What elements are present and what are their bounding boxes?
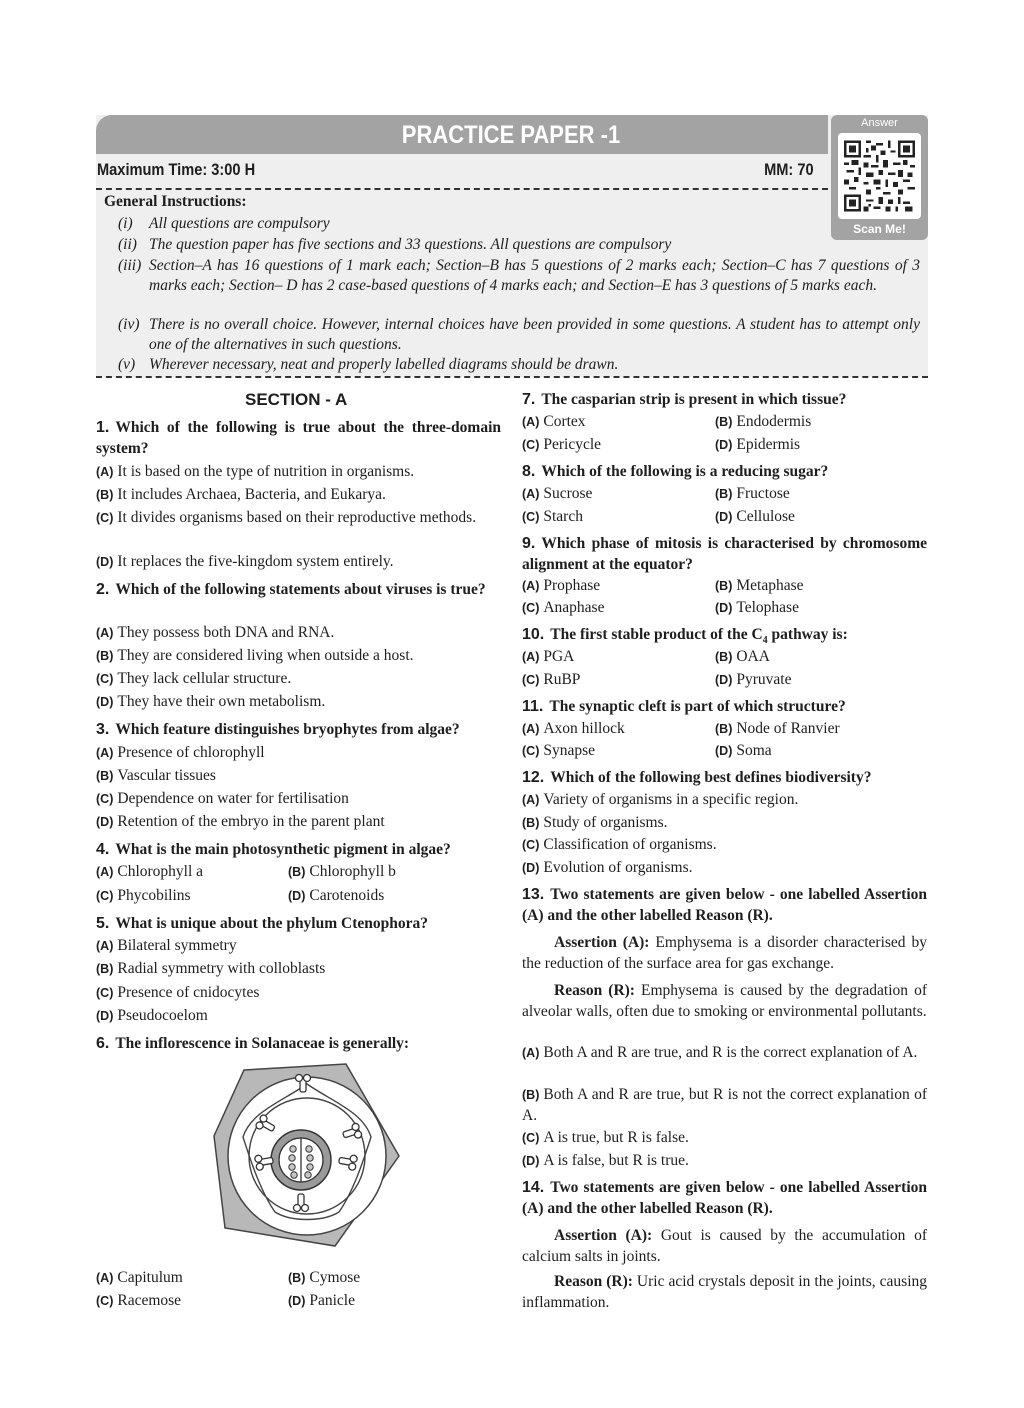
option[interactable] bbox=[522, 484, 712, 505]
question-text: What is the main photosynthetic pigment in algae? bbox=[115, 841, 451, 858]
option[interactable] bbox=[96, 812, 501, 833]
question-text: Which feature distinguishes bryophytes from algae? bbox=[115, 721, 460, 738]
question-number: 10. bbox=[522, 626, 545, 643]
option[interactable] bbox=[96, 1291, 286, 1312]
option[interactable] bbox=[288, 1291, 498, 1312]
option[interactable] bbox=[522, 858, 927, 879]
qr-code-icon[interactable] bbox=[838, 133, 921, 219]
option-label: (C) bbox=[522, 438, 540, 452]
option-label: (C) bbox=[522, 673, 540, 687]
question-4 bbox=[96, 840, 506, 861]
instruction-item bbox=[118, 256, 920, 295]
question-number: 14. bbox=[522, 1179, 545, 1196]
section-heading: SECTION - A bbox=[245, 390, 348, 409]
question-number: 4. bbox=[96, 841, 110, 858]
question-number: 9. bbox=[522, 535, 536, 552]
option-label: (A) bbox=[522, 722, 540, 736]
assertion-label: Assertion (A): bbox=[554, 1227, 653, 1244]
instruction-num: (v) bbox=[118, 356, 136, 373]
reason bbox=[522, 1272, 927, 1313]
floral-diagram bbox=[213, 1062, 401, 1252]
instruction-item bbox=[118, 235, 920, 255]
option-text: Metaphase bbox=[736, 577, 804, 594]
reason-label: Reason (R): bbox=[554, 1273, 633, 1290]
option-text: Endodermis bbox=[736, 413, 812, 430]
question-14 bbox=[522, 1178, 927, 1219]
option-label: (B) bbox=[96, 649, 114, 663]
option[interactable] bbox=[522, 507, 712, 528]
question-number: 7. bbox=[522, 391, 536, 408]
option-text: Variety of organisms in a specific region. bbox=[543, 791, 799, 808]
option[interactable] bbox=[288, 862, 498, 883]
option-label: (D) bbox=[96, 555, 114, 569]
option[interactable] bbox=[522, 813, 927, 834]
option-text: They possess both DNA and RNA. bbox=[117, 624, 335, 641]
option-text: It divides organisms based on their reproductive methods. bbox=[117, 509, 477, 526]
option[interactable] bbox=[288, 1268, 498, 1289]
instructions-heading: General Instructions: bbox=[104, 193, 247, 210]
question-7 bbox=[522, 390, 927, 411]
option-text: Evolution of organisms. bbox=[543, 859, 693, 876]
option-text: Starch bbox=[543, 508, 583, 525]
option[interactable] bbox=[96, 959, 501, 980]
reason-text: Emphysema is caused by the degradation of alveolar walls, often due to smoking or environmental pollutants. bbox=[522, 982, 928, 1020]
option-label: (D) bbox=[522, 1154, 540, 1168]
reason-text: Uric acid crystals deposit in the joints, causing inflammation. bbox=[522, 1273, 928, 1311]
option-text: Presence of cnidocytes bbox=[117, 984, 260, 1001]
option-text: Soma bbox=[736, 742, 772, 759]
instruction-text: The question paper has five sections and 33 questions. All questions are compulsory bbox=[149, 236, 672, 253]
option-label: (D) bbox=[96, 1009, 114, 1023]
option-label: (C) bbox=[96, 511, 114, 525]
option[interactable] bbox=[96, 508, 501, 529]
question-text: The inflorescence in Solanaceae is generally: bbox=[115, 1035, 410, 1052]
question-subscript: 4 bbox=[762, 635, 768, 647]
option-label: (A) bbox=[522, 579, 540, 593]
option[interactable] bbox=[96, 1006, 501, 1027]
option-text: It is based on the type of nutrition in organisms. bbox=[117, 463, 415, 480]
option-label: (D) bbox=[715, 438, 733, 452]
instruction-item bbox=[118, 355, 920, 375]
option-text: Dependence on water for fertilisation bbox=[117, 790, 349, 807]
instruction-text: Section–A has 16 questions of 1 mark each; Section–B has 5 questions of 2 marks each; Section–C has 7 questions of 3 marks each; Section– D has 2 case-based questions of 4 marks each; and Section–E has 3 questions of 5 marks each. bbox=[149, 257, 920, 294]
option-label: (C) bbox=[96, 672, 114, 686]
max-marks: MM: 70 bbox=[764, 160, 814, 179]
question-text: Which phase of mitosis is characterised by chromosome alignment at the equator? bbox=[522, 535, 927, 573]
option[interactable] bbox=[522, 412, 712, 433]
question-number: 1. bbox=[96, 419, 110, 436]
question-3 bbox=[96, 720, 506, 741]
question-text: Which of the following is a reducing sugar? bbox=[541, 463, 829, 480]
question-text: The synaptic cleft is part of which structure? bbox=[549, 698, 846, 715]
option-text: Epidermis bbox=[736, 436, 801, 453]
question-9 bbox=[522, 534, 927, 575]
option[interactable] bbox=[715, 719, 925, 740]
option[interactable] bbox=[522, 670, 712, 691]
option-text: Radial symmetry with colloblasts bbox=[117, 960, 326, 977]
option[interactable] bbox=[522, 435, 712, 456]
option[interactable] bbox=[96, 669, 501, 690]
option-label: (B) bbox=[715, 487, 733, 501]
option[interactable] bbox=[96, 983, 501, 1004]
option[interactable] bbox=[715, 507, 925, 528]
question-1 bbox=[96, 418, 501, 459]
instruction-text: Wherever necessary, neat and properly labelled diagrams should be drawn. bbox=[149, 356, 619, 373]
option[interactable] bbox=[715, 741, 925, 762]
option-text: They have their own metabolism. bbox=[117, 693, 326, 710]
option-text: Telophase bbox=[736, 599, 799, 616]
option-label: (D) bbox=[288, 1294, 306, 1308]
option[interactable] bbox=[715, 670, 925, 691]
option-text: Vascular tissues bbox=[117, 767, 216, 784]
option[interactable] bbox=[96, 789, 501, 810]
option-label: (D) bbox=[522, 861, 540, 875]
option-label: (B) bbox=[715, 722, 733, 736]
question-number: 3. bbox=[96, 721, 110, 738]
option-label: (B) bbox=[715, 579, 733, 593]
question-text-start: The first stable product of the C bbox=[550, 626, 763, 643]
option[interactable] bbox=[715, 647, 925, 668]
question-text: Which of the following is true about the three-domain system? bbox=[96, 419, 501, 457]
instruction-item bbox=[118, 214, 920, 234]
option[interactable] bbox=[715, 412, 925, 433]
option-label: (A) bbox=[96, 746, 114, 760]
qr-top-label: Answer bbox=[861, 117, 898, 129]
option[interactable] bbox=[96, 766, 501, 787]
option[interactable] bbox=[522, 576, 712, 597]
option[interactable] bbox=[715, 598, 925, 619]
option-text: Retention of the embryo in the parent plant bbox=[117, 813, 385, 830]
question-number: 13. bbox=[522, 886, 545, 903]
max-time: Maximum Time: 3:00 H bbox=[97, 160, 256, 179]
option-text: Racemose bbox=[117, 1292, 182, 1309]
option[interactable] bbox=[96, 692, 501, 713]
question-2 bbox=[96, 580, 501, 601]
question-13 bbox=[522, 885, 927, 926]
option-text: PGA bbox=[543, 648, 575, 665]
question-number: 6. bbox=[96, 1035, 110, 1052]
option-text: Cellulose bbox=[736, 508, 795, 525]
option[interactable] bbox=[96, 862, 286, 883]
option[interactable] bbox=[522, 1151, 927, 1172]
question-text: The casparian strip is present in which tissue? bbox=[541, 391, 847, 408]
option[interactable] bbox=[96, 936, 501, 957]
option[interactable] bbox=[96, 886, 286, 907]
option-label: (B) bbox=[288, 865, 306, 879]
divider bbox=[96, 376, 928, 378]
option-text: Chlorophyll a bbox=[117, 863, 204, 880]
option-label: (D) bbox=[715, 510, 733, 524]
question-number: 11. bbox=[522, 698, 544, 715]
question-number: 5. bbox=[96, 915, 110, 932]
option[interactable] bbox=[96, 552, 501, 573]
option[interactable] bbox=[715, 435, 925, 456]
option-text: Carotenoids bbox=[309, 887, 385, 904]
option-text: Prophase bbox=[543, 577, 601, 594]
question-8 bbox=[522, 462, 927, 483]
instruction-num: (iii) bbox=[118, 257, 142, 274]
reason-label: Reason (R): bbox=[554, 982, 635, 999]
option-text: OAA bbox=[736, 648, 770, 665]
option-text: Bilateral symmetry bbox=[117, 937, 237, 954]
assertion-label: Assertion (A): bbox=[554, 934, 650, 951]
instruction-item bbox=[118, 315, 920, 354]
divider bbox=[96, 188, 828, 190]
question-text: Which of the following best defines biodiversity? bbox=[550, 769, 872, 786]
question-text: What is unique about the phylum Ctenophora? bbox=[115, 915, 429, 932]
instruction-text: There is no overall choice. However, internal choices have been provided in some questions. A student has to attempt only one of the alternatives in such questions. bbox=[149, 316, 920, 353]
option-label: (B) bbox=[715, 415, 733, 429]
option-label: (B) bbox=[715, 650, 733, 664]
option[interactable] bbox=[96, 462, 501, 483]
option-text: Pyruvate bbox=[736, 671, 792, 688]
option-label: (A) bbox=[522, 1046, 540, 1060]
option-label: (D) bbox=[715, 601, 733, 615]
question-text-end: pathway is: bbox=[767, 626, 848, 643]
assertion-text: Emphysema is a disorder characterised by the reduction of the surface area for gas exchange. bbox=[522, 934, 927, 972]
option-text: Both A and R are true, but R is not the correct explanation of A. bbox=[522, 1086, 927, 1124]
option-text: It includes Archaea, Bacteria, and Eukarya. bbox=[117, 486, 386, 503]
option-label: (B) bbox=[96, 488, 114, 502]
option-label: (C) bbox=[96, 792, 114, 806]
instruction-num: (iv) bbox=[118, 316, 140, 333]
option-label: (C) bbox=[96, 1294, 114, 1308]
paper-title: PRACTICE PAPER -1 bbox=[401, 121, 621, 149]
question-number: 8. bbox=[522, 463, 536, 480]
instruction-num: (ii) bbox=[118, 236, 137, 253]
option[interactable] bbox=[522, 1085, 927, 1126]
option-label: (D) bbox=[715, 744, 733, 758]
option-text: Cortex bbox=[543, 413, 586, 430]
option-text: Cymose bbox=[309, 1269, 361, 1286]
option-label: (A) bbox=[522, 415, 540, 429]
instruction-text: All questions are compulsory bbox=[149, 215, 330, 232]
option[interactable] bbox=[522, 598, 712, 619]
option-label: (B) bbox=[522, 816, 540, 830]
option-label: (B) bbox=[522, 1088, 540, 1102]
option-text: Chlorophyll b bbox=[309, 863, 396, 880]
question-11 bbox=[522, 697, 927, 718]
option-text: Study of organisms. bbox=[543, 814, 668, 831]
reason bbox=[522, 981, 927, 1022]
option-text: They are considered living when outside a host. bbox=[117, 647, 414, 664]
option-label: (C) bbox=[522, 510, 540, 524]
option[interactable] bbox=[96, 623, 501, 644]
option-label: (C) bbox=[96, 986, 114, 1000]
option-text: Fructose bbox=[736, 485, 790, 502]
question-12 bbox=[522, 768, 927, 789]
option-label: (C) bbox=[96, 889, 114, 903]
option-text: Pericycle bbox=[543, 436, 602, 453]
option-label: (A) bbox=[96, 626, 114, 640]
option-text: It replaces the five-kingdom system entirely. bbox=[117, 553, 394, 570]
option-label: (B) bbox=[288, 1271, 306, 1285]
option-label: (D) bbox=[288, 889, 306, 903]
option-label: (A) bbox=[96, 465, 114, 479]
instruction-num: (i) bbox=[118, 215, 133, 232]
option[interactable] bbox=[522, 741, 712, 762]
option-text: Panicle bbox=[309, 1292, 355, 1309]
option-label: (D) bbox=[715, 673, 733, 687]
option-text: Synapse bbox=[543, 742, 596, 759]
option-label: (B) bbox=[96, 769, 114, 783]
option-text: Capitulum bbox=[117, 1269, 183, 1286]
option-label: (C) bbox=[522, 838, 540, 852]
option-label: (B) bbox=[96, 962, 114, 976]
option[interactable] bbox=[715, 576, 925, 597]
option[interactable] bbox=[96, 743, 501, 764]
option-text: Classification of organisms. bbox=[543, 836, 717, 853]
option-text: Both A and R are true, and R is the correct explanation of A. bbox=[543, 1044, 918, 1061]
option-label: (A) bbox=[96, 939, 114, 953]
option-text: A is true, but R is false. bbox=[543, 1129, 689, 1146]
option[interactable] bbox=[96, 485, 501, 506]
option[interactable] bbox=[522, 719, 712, 740]
option-label: (A) bbox=[96, 1271, 114, 1285]
option[interactable] bbox=[288, 886, 498, 907]
option[interactable] bbox=[96, 1268, 286, 1289]
option-text: Presence of chlorophyll bbox=[117, 744, 265, 761]
option-label: (D) bbox=[96, 695, 114, 709]
option[interactable] bbox=[715, 484, 925, 505]
option[interactable] bbox=[522, 1043, 927, 1064]
option-label: (A) bbox=[96, 865, 114, 879]
option[interactable] bbox=[522, 835, 927, 856]
assertion bbox=[522, 1226, 927, 1267]
option-label: (C) bbox=[522, 601, 540, 615]
option[interactable] bbox=[96, 646, 501, 667]
assertion bbox=[522, 933, 927, 974]
question-number: 2. bbox=[96, 581, 110, 598]
option-text: Phycobilins bbox=[117, 887, 191, 904]
option[interactable] bbox=[522, 790, 927, 811]
option-text: Pseudocoelom bbox=[117, 1007, 208, 1024]
option-label: (A) bbox=[522, 487, 540, 501]
option-label: (C) bbox=[522, 744, 540, 758]
option-label: (D) bbox=[96, 815, 114, 829]
option-text: They lack cellular structure. bbox=[117, 670, 292, 687]
option-text: Sucrose bbox=[543, 485, 593, 502]
option-label: (A) bbox=[522, 650, 540, 664]
option[interactable] bbox=[522, 1128, 927, 1149]
option-label: (A) bbox=[522, 793, 540, 807]
option-text: Axon hillock bbox=[543, 720, 625, 737]
question-6 bbox=[96, 1034, 506, 1055]
question-text: Two statements are given below - one labelled Assertion (A) and the other labelled Reason (R). bbox=[522, 1179, 927, 1217]
assertion-text: Gout is caused by the accumulation of calcium salts in joints. bbox=[522, 1227, 927, 1265]
qr-bottom-label: Scan Me! bbox=[853, 222, 906, 236]
option-text: A is false, but R is true. bbox=[543, 1152, 689, 1169]
option-label: (C) bbox=[522, 1131, 540, 1145]
option-text: Node of Ranvier bbox=[736, 720, 840, 737]
question-text: Two statements are given below - one labelled Assertion (A) and the other labelled Reason (R). bbox=[522, 886, 927, 924]
option[interactable] bbox=[522, 647, 712, 668]
option-text: RuBP bbox=[543, 671, 581, 688]
question-text: Which of the following statements about viruses is true? bbox=[115, 581, 486, 598]
question-number: 12. bbox=[522, 769, 545, 786]
option-text: Anaphase bbox=[543, 599, 605, 616]
question-5 bbox=[96, 914, 506, 935]
